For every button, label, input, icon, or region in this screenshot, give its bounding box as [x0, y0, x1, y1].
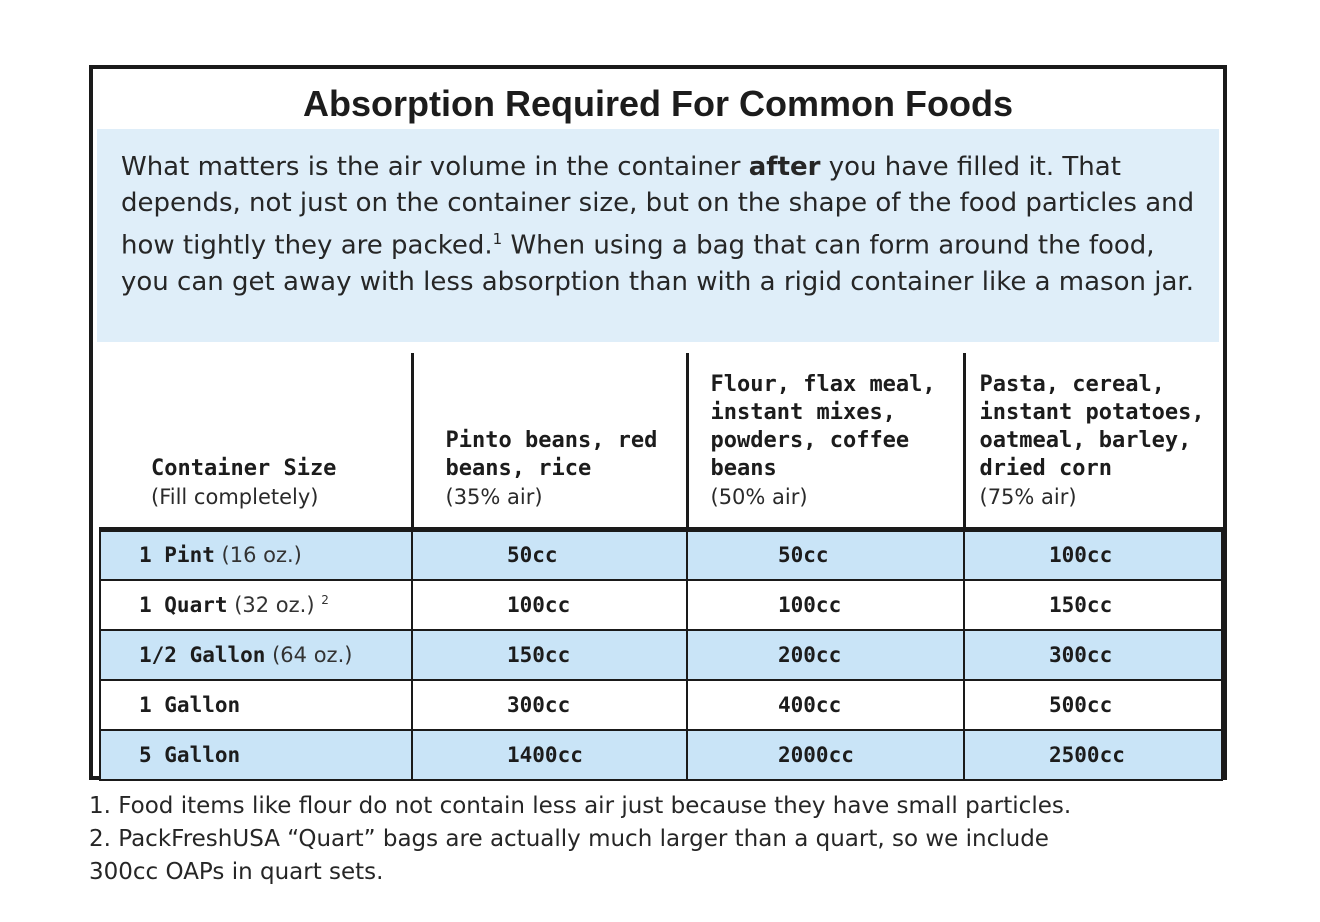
container-size-label: 1 Pint [139, 543, 215, 568]
column-header-subtitle: (50% air) [710, 485, 808, 509]
column-header-subtitle: (75% air) [979, 485, 1077, 509]
container-size-cell [100, 680, 412, 730]
intro-text-1: What matters is the air volume in the container [121, 152, 749, 182]
intro-footnote-mark: 1 [492, 230, 503, 248]
container-size-ounces: (32 oz.) [227, 592, 322, 617]
table-header-row [100, 353, 1222, 530]
absorber-cell-50-air: 400cc [687, 680, 964, 730]
column-header-title: Pasta, cereal, instant potatoes, oatmeal, barley, dried corn [979, 372, 1205, 481]
column-header-75-air [964, 353, 1222, 530]
container-size-cell [100, 580, 412, 630]
column-header-subtitle: (Fill completely) [151, 485, 319, 509]
footnote-2: 2. PackFreshUSA “Quart” bags are actually much larger than a quart, so we include [89, 826, 1049, 852]
footnotes [89, 790, 1289, 889]
absorber-cell-50-air: 100cc [687, 580, 964, 630]
container-size-cell [100, 530, 412, 580]
intro-panel [97, 129, 1219, 342]
absorber-cell-35-air: 150cc [412, 630, 687, 680]
intro-text-2: you have filled it. That depends, not just on the container size, but on the shape of the food particles and how tightly they are packed. [121, 152, 1195, 261]
absorber-cell-75-air: 100cc [964, 530, 1222, 580]
container-size-label: 1 Gallon [139, 692, 241, 717]
container-size-ounces: (64 oz.) [265, 642, 353, 667]
footnote-1: 1. Food items like flour do not contain less air just because they have small particles. [89, 793, 1072, 819]
absorber-cell-35-air: 300cc [412, 680, 687, 730]
page-title: Absorption Required For Common Foods [303, 83, 1013, 124]
column-header-35-air [412, 353, 687, 530]
container-size-label: 1 Quart [139, 592, 228, 617]
absorber-cell-75-air: 500cc [964, 680, 1222, 730]
absorption-table [99, 353, 1223, 781]
table-row-5-gallon [100, 730, 1222, 780]
absorber-cell-75-air: 300cc [964, 630, 1222, 680]
table-row-1-pint [100, 530, 1222, 580]
intro-emphasis: after [748, 152, 821, 182]
column-header-title: Pinto beans, red beans, rice [445, 428, 658, 481]
absorber-cell-75-air: 2500cc [964, 730, 1222, 780]
intro-text-3: When using a bag that can form around the food, you can get away with less absorption than with a rigid container like a mason jar. [121, 230, 1194, 297]
container-size-label: 5 Gallon [139, 742, 241, 767]
container-size-cell [100, 630, 412, 680]
container-size-ounces: (16 oz.) [214, 543, 302, 568]
column-header-container-size [100, 353, 412, 530]
footnote-mark: 2 [321, 592, 329, 607]
absorber-cell-75-air: 150cc [964, 580, 1222, 630]
table-row-half-gallon [100, 630, 1222, 680]
absorber-cell-35-air: 50cc [412, 530, 687, 580]
absorber-cell-35-air: 100cc [412, 580, 687, 630]
container-size-cell [100, 730, 412, 780]
column-header-title: Container Size [151, 456, 337, 481]
intro-paragraph [121, 149, 1201, 300]
table-row-1-gallon [100, 680, 1222, 730]
column-header-50-air [687, 353, 964, 530]
column-header-subtitle: (35% air) [445, 485, 543, 509]
absorber-cell-50-air: 200cc [687, 630, 964, 680]
column-header-title: Flour, flax meal, instant mixes, powders, coffee beans [710, 372, 936, 481]
container-size-label: 1/2 Gallon [139, 642, 266, 667]
absorber-cell-35-air: 1400cc [412, 730, 687, 780]
absorber-cell-50-air: 2000cc [687, 730, 964, 780]
table-row-1-quart [100, 580, 1222, 630]
absorption-table-frame [89, 65, 1227, 780]
footnote-2-continued: 300cc OAPs in quart sets. [89, 859, 384, 885]
absorber-cell-50-air: 50cc [687, 530, 964, 580]
